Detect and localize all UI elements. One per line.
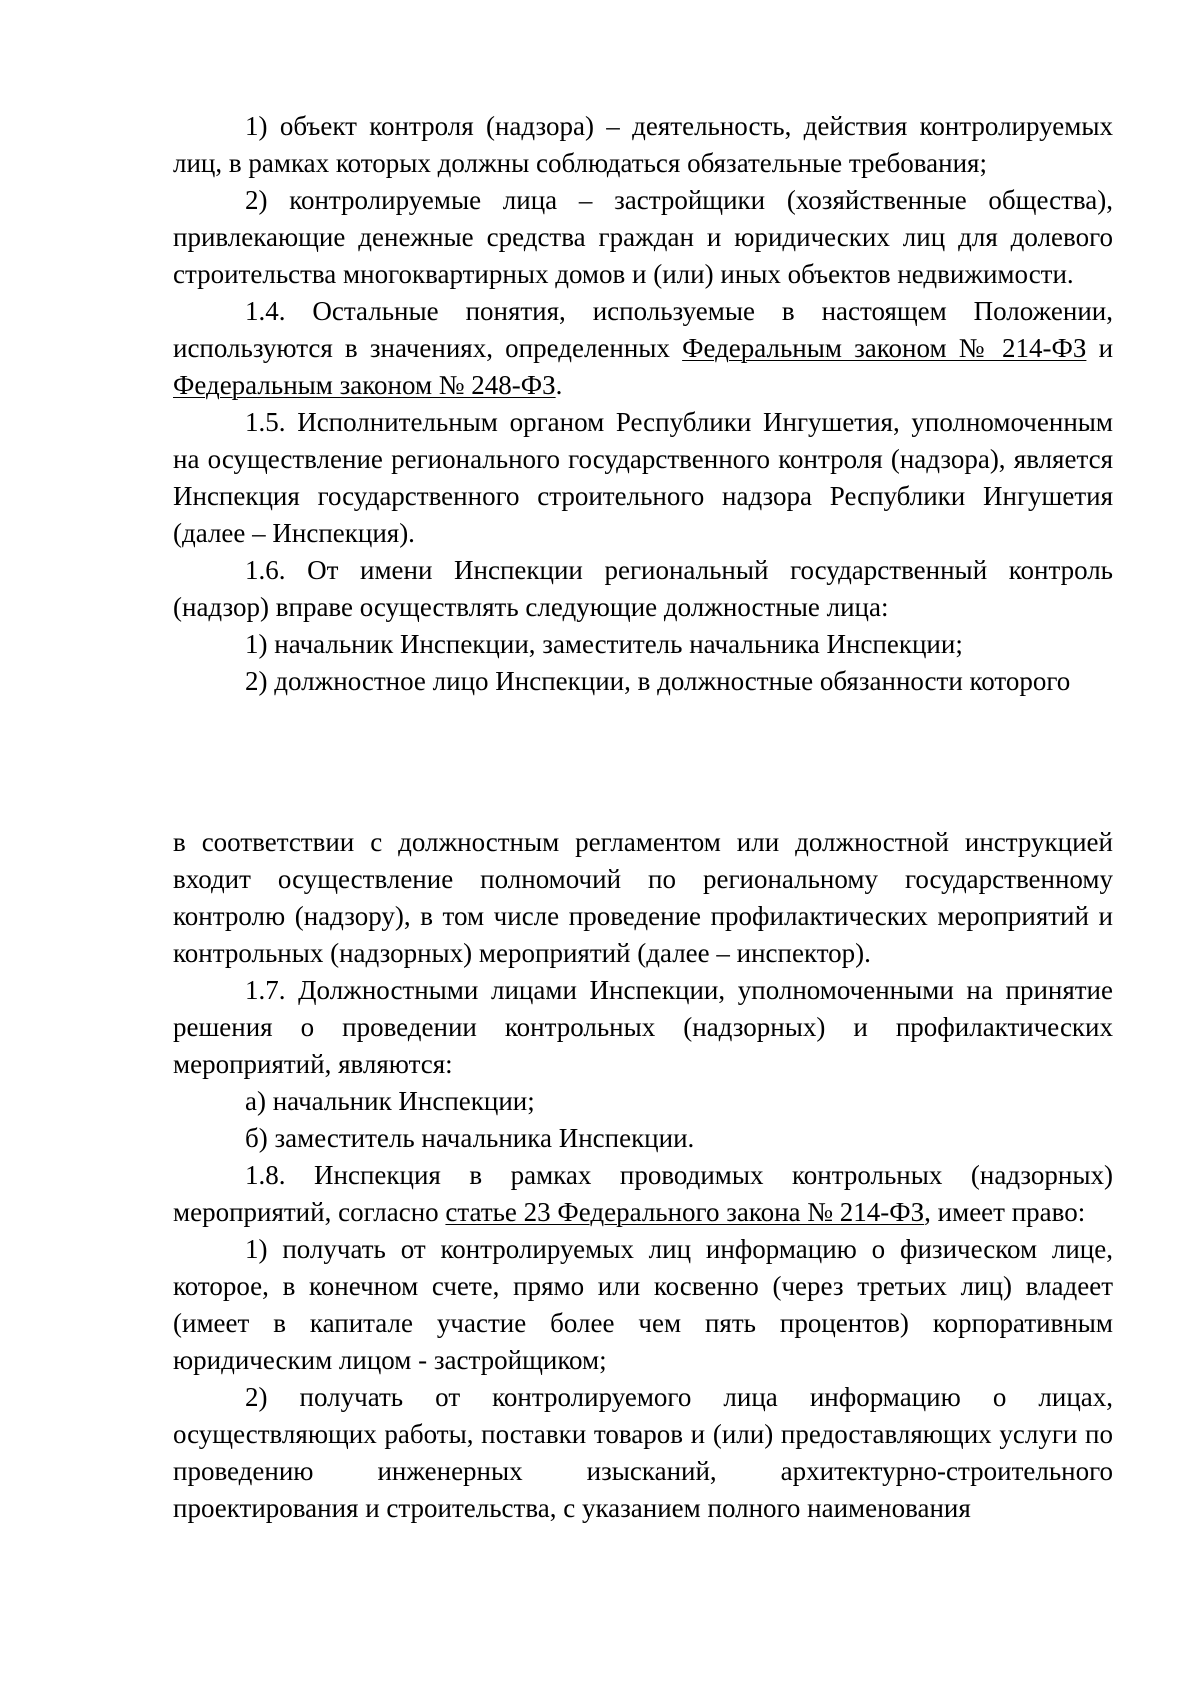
paragraph-1-6-item-2: 2) должностное лицо Инспекции, в должностные обязанности которого xyxy=(245,666,1071,696)
paragraph-1-6: 1.6. От имени Инспекции региональный государственный контроль (надзор) вправе осуществлять следующие должностные лица: xyxy=(173,555,1113,622)
paragraph-1-4 xyxy=(173,293,1113,404)
paragraph-1-7-item-a: а) начальник Инспекции; xyxy=(245,1086,535,1116)
paragraph-1-4-end: . xyxy=(555,370,563,400)
paragraph-controlled-persons: 2) контролируемые лица – застройщики (хозяйственные общества), привлекающие денежные средства граждан и юридических лиц для долевого строительства многоквартирных домов и (или) иных объектов недвижимости. xyxy=(173,185,1113,289)
federal-law-214-link[interactable]: Федеральным законом № 214-ФЗ xyxy=(682,333,1087,363)
paragraph-1-8-text: 1.8. Инспекция в рамках проводимых контрольных (надзорных) мероприятий, согласно xyxy=(173,1160,1113,1227)
paragraph-1-8-item-2: 2) получать от контролируемого лица информацию о лицах, осуществляющих работы, поставки товаров и (или) предоставляющих услуги по проведению инженерных изысканий, архитектурно-строительного проектирования и строительства, с указанием полного наименования xyxy=(173,1382,1113,1523)
paragraph-1-4-text: 1.4. Остальные понятия, используемые в настоящем Положении, используются в значениях, определенных xyxy=(173,296,1113,363)
paragraph-object-of-control: 1) объект контроля (надзора) – деятельность, действия контролируемых лиц, в рамках которых должны соблюдаться обязательные требования; xyxy=(173,111,1113,178)
paragraph-1-8-end: , имеет право: xyxy=(924,1197,1086,1227)
article-23-law-214-link[interactable]: статье 23 Федерального закона № 214-ФЗ xyxy=(445,1197,925,1227)
paragraph-1-7-item-b: б) заместитель начальника Инспекции. xyxy=(245,1123,695,1153)
paragraph-continuation: в соответствии с должностным регламентом или должностной инструкцией входит осуществление полномочий по региональному государственному контролю (надзору), в том числе проведение профилактических мероприятий и контрольных (надзорных) мероприятий (далее – инспектор). xyxy=(173,827,1113,968)
paragraph-1-5: 1.5. Исполнительным органом Республики Ингушетия, уполномоченным на осуществление регионального государственного контроля (надзора), является Инспекция государственного строительного надзора Республики Ингушетия (далее – Инспекция). xyxy=(173,407,1113,548)
paragraph-1-6-item-1: 1) начальник Инспекции, заместитель начальника Инспекции; xyxy=(245,629,963,659)
federal-law-248-link[interactable]: Федеральным законом № 248-ФЗ xyxy=(173,370,556,400)
paragraph-1-7: 1.7. Должностными лицами Инспекции, уполномоченными на принятие решения о проведении контрольных (надзорных) и профилактических мероприятий, являются: xyxy=(173,975,1113,1079)
paragraph-1-8-item-1: 1) получать от контролируемых лиц информацию о физическом лице, которое, в конечном счете, прямо или косвенно (через третьих лиц) владеет (имеет в капитале участие более чем пять процентов) корпоративным юридическим лицом - застройщиком; xyxy=(173,1234,1113,1375)
text-block-top xyxy=(173,108,1113,700)
text-block-bottom xyxy=(173,824,1113,1527)
paragraph-1-4-conjunction: и xyxy=(1086,333,1114,363)
paragraph-1-8 xyxy=(173,1157,1113,1231)
